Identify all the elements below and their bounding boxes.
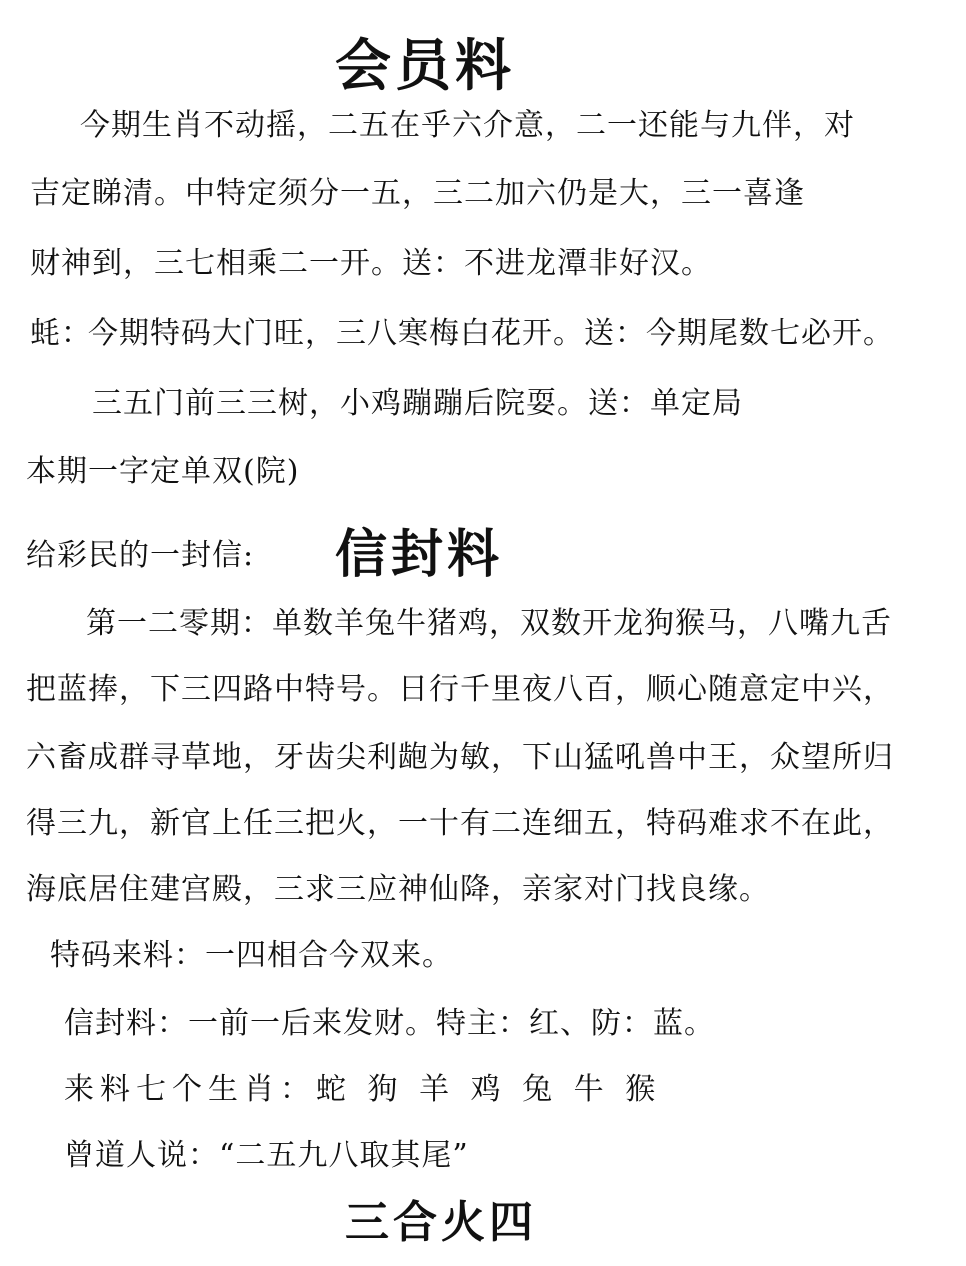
letter-label: 给彩民的一封信:	[26, 538, 255, 573]
member-line-5: 三五门前三三树，小鸡蹦蹦后院耍。送：单定局	[92, 386, 743, 421]
page-title-three-fire: 三合火四	[345, 1197, 537, 1248]
zodiac-seven-line: 来料七个生肖：蛇 狗 羊 鸡 兔 牛 猴	[64, 1072, 662, 1107]
envelope-line-4: 得三九，新官上任三把火，一十有二连细五，特码难求不在此，	[26, 806, 894, 841]
member-line-4: 今期特码大门旺，三八寒梅白花开。送：今期尾数七必开。	[88, 316, 894, 351]
envelope-line-1: 第一二零期：单数羊兔牛猪鸡，双数开龙狗猴马，八嘴九舌	[86, 606, 892, 641]
single-double-line: 本期一字定单双(院)	[26, 454, 300, 489]
envelope-line-2: 把蓝捧，下三四路中特号。日行千里夜八百，顺心随意定中兴，	[26, 672, 894, 707]
page-title-envelope: 信封料	[335, 524, 504, 585]
member-line-3: 财神到，三七相乘二一开。送：不进龙潭非好汉。	[30, 246, 712, 281]
member-line-1: 今期生肖不动摇，二五在乎六介意，二一还能与九伴，对	[80, 108, 855, 143]
special-source-line: 特码来料：一四相合今双来。	[50, 938, 453, 973]
saying-line: 曾道人说：“二五九八取其尾”	[64, 1138, 469, 1173]
page-title-member: 会员料	[335, 33, 515, 99]
member-line-2: 吉定睇清。中特定须分一五，三二加六仍是大，三一喜逢	[30, 176, 805, 211]
envelope-line-5: 海底居住建宫殿，三求三应神仙降，亲家对门找良缘。	[26, 872, 770, 907]
envelope-clue-line: 信封料：一前一后来发财。特主：红、防：蓝。	[64, 1006, 715, 1041]
envelope-line-3: 六畜成群寻草地，牙齿尖利龅为敏，下山猛吼兽中王，众望所归	[26, 740, 894, 775]
member-line-4-prefix: 蚝：	[30, 316, 92, 351]
